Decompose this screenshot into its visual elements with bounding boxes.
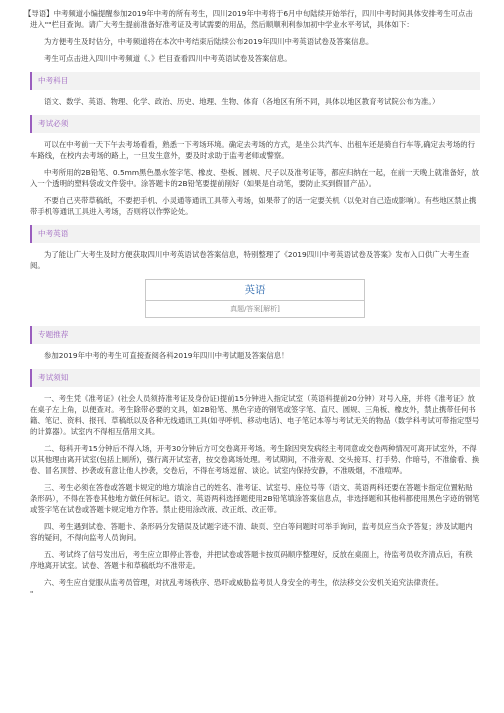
answer-box-title: 英语 [146,280,364,301]
notice-paragraph: 六、考生应自觉服从监考员管理，对扰乱考场秩序、恐吓或威胁监考员人身安全的考生，依法移交公安机关追究法律责任。 [44,578,444,587]
answer-link[interactable]: 真题/答案[解析] [230,305,280,313]
section-heading-english: 中考英语 [30,225,480,243]
notice-paragraph: 三、考生必须在答卷或答题卡规定的地方填涂自己的姓名、准考证、试室号、座位号等（语文、英语两科还要在答题卡指定位置粘贴条形码），不得在答卷其他地方做任何标记。语文、英语两科选择题使用2B铅笔填涂答案信息点，非选择题和其他科都使用黑色字迹的钢笔或签字笔在试卷或答题卡规定地方作答。禁止使用涂改液、改正纸、改正带。 [30,483,480,514]
must-read-paragraph: 不要自己夹带草稿纸，不要把手机、小灵通等通讯工具带入考场，如果带了的话一定要关机（以免对自己造成影响）。有些地区禁止携带手机等通讯工具进入考场，否则将以作弊论处。 [30,196,477,216]
must-read-paragraph: 可以在中考前一天下午去考场看看，熟悉一下考场环境。确定去考场的方式，是坐公共汽车、出租车还是骑自行车等,确定去考场的行车路线，在校内去考场的路上，一旦发生意外，要及时求助于监考老师或警察。 [30,140,476,160]
notice-paragraph: 一、考生凭《准考证》(社会人员须持准考证及身份证)提前15分钟进入指定试室（英语科提前20分钟）对号入座，并将《准考证》放在桌子左上角，以便查对。考生除带必要的文具，如2B铅笔、黑色字迹的钢笔或签字笔、直尺、圆规、三角板、橡皮外，禁止携带任何书籍、笔记、资料、报刊、草稿纸以及各种无线通讯工具(如寻呼机、移动电话)、电子笔记本等与考试无关的物品（数学科考试可带指定型号的计算器）。试室内不得相互借用文具。 [30,394,480,436]
answer-box [145,279,365,318]
recommend-paragraph: 参加2019年中考的考生可直接查阅各科2019年四川中考试题及答案信息！ [44,351,289,360]
article-intro: 【导语】中考频道小编提醒参加2019年中考的所有考生，四川2019年中考将于6月中旬陆续开始举行，四川中考时间具体安排考生可点击进入""栏目查询。请广大考生提前准备好准考证及考试需要的用品，然后顺顺利利参加初中学业水平考试，具体如下： [24,9,473,29]
notice-paragraph: 四、考生遇到试卷、答题卡、条形码分发错误及试题字迹不清、缺页、空白等问题时可举手询问，监考员应当众予答复；涉及试题内容的疑问，不得向监考人员询问。 [30,522,473,542]
section-heading-recommend: 专题推荐 [30,326,480,344]
section-heading-notice: 考试须知 [30,369,480,387]
section-heading-subjects: 中考科目 [30,72,480,90]
bottom-mark: " [30,590,34,598]
intro-paragraph: 考生可点击进入四川中考频道《、》栏目查看四川中考英语试卷及答案信息。 [44,54,292,63]
section-heading-must-read: 考试必须 [30,115,480,133]
subjects-paragraph: 语文、数学、英语、物理、化学、政治、历史、地理、生物、体育（各地区有所不同，具体以地区教育考试院公布为准。） [44,97,440,106]
notice-paragraph: 五、考试终了信号发出后，考生应立即停止答卷，并把试卷或答题卡按页码顺序整理好，反放在桌面上，待监考员收齐清点后，有秩序地离开试室。试卷、答题卡和草稿纸均不准带走。 [30,550,473,570]
notice-paragraph: 二、每科开考15分钟后不得入场，开考30分钟后方可交卷离开考场。考生除因突发病经主考同意或交卷两种情况可离开试室外，不得以其他理由离开试室(包括上厕所)，强行离开试室者，按交卷离场处理。考试期间，不准旁观、交头接耳、打手势、作暗号，不准偷看、换卷、冒名顶替、抄袭或有意让他人抄袭，交卷后，不得在考场逗留、谈论。试室内保持安静，不准吸烟，不准喧哗。 [30,444,480,475]
must-read-paragraph: 中考所用的2B铅笔、0.5mm黑色墨水签字笔、橡皮、垫板、圆规、尺子以及准考证等，都应归纳在一起，在前一天晚上就准备好，放入一个透明的塑料袋或文件袋中。涂答题卡的2B铅笔要提前削好（如果是自动笔，要防止买到假冒产品）。 [30,168,480,188]
intro-paragraph: 为方便考生及时估分，中考频道将在本次中考结束后陆续公布2019年四川中考英语试卷及答案信息。 [44,37,374,46]
english-paragraph: 为了能让广大考生及时方便获取四川中考英语试卷答案信息，特别整理了《2019四川中考英语试卷及答案》发布入口供广大考生查阅。 [30,250,470,270]
